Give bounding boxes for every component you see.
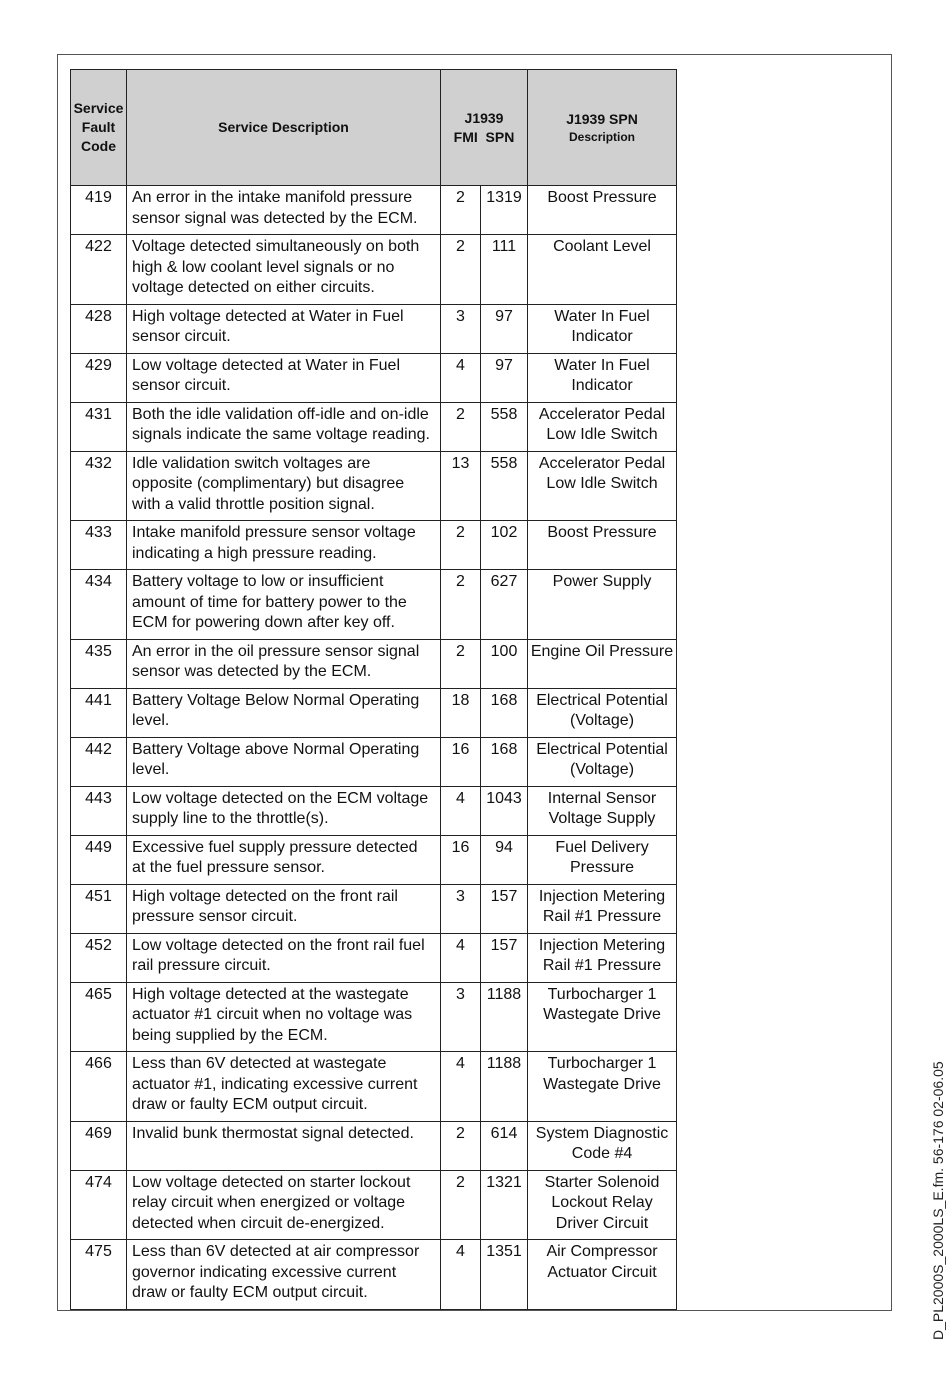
table-row xyxy=(71,639,677,688)
spn-description-cell-line: Internal Sensor xyxy=(547,789,657,807)
spn-description-cell-line: Injection Metering xyxy=(538,887,666,905)
table-row xyxy=(71,304,677,353)
spn-description-cell-line: (Voltage) xyxy=(569,712,635,729)
spn-description-cell-line: Accelerator Pedal xyxy=(538,405,666,423)
spn-description-cell-line: Indicator xyxy=(571,328,633,345)
service-description-cell-line: Intake manifold pressure sensor voltage xyxy=(132,524,416,541)
fmi-cell: 2 xyxy=(441,1121,481,1170)
fmi-cell: 2 xyxy=(441,521,481,570)
service-description-cell xyxy=(127,884,441,933)
spn-cell: 168 xyxy=(481,737,528,786)
service-description-cell xyxy=(127,1052,441,1122)
service-description-cell-line: Low voltage detected on the ECM voltage xyxy=(132,789,429,807)
fault-code-cell: 452 xyxy=(71,933,127,982)
spn-description-cell xyxy=(528,737,677,786)
service-description-cell xyxy=(127,402,441,451)
fmi-cell: 4 xyxy=(441,933,481,982)
fault-code-cell: 422 xyxy=(71,235,127,305)
service-description-cell xyxy=(127,933,441,982)
fmi-cell: 13 xyxy=(441,451,481,521)
spn-description-cell-line: (Voltage) xyxy=(569,761,635,778)
service-description-cell xyxy=(127,835,441,884)
header-j1939-fmi-spn: J1939 FMI SPN xyxy=(441,70,528,186)
service-description-cell-line: Less than 6V detected at wastegate xyxy=(132,1055,387,1072)
service-description-cell-line: high & low coolant level signals or no xyxy=(132,258,395,276)
service-description-cell xyxy=(127,521,441,570)
spn-description-cell-line: Turbocharger 1 xyxy=(547,985,657,1003)
fault-code-cell: 465 xyxy=(71,982,127,1052)
spn-cell: 157 xyxy=(481,933,528,982)
service-description-cell-line: draw or faulty ECM output circuit. xyxy=(132,1096,368,1113)
fmi-cell: 2 xyxy=(441,639,481,688)
spn-description-cell-line: Turbocharger 1 xyxy=(547,1055,657,1072)
spn-description-cell-line: Indicator xyxy=(571,377,633,394)
table-row xyxy=(71,402,677,451)
service-description-cell xyxy=(127,235,441,305)
table-row xyxy=(71,353,677,402)
spn-description-cell-line: Lockout Relay xyxy=(551,1194,653,1211)
table-row xyxy=(71,1052,677,1122)
spn-description-cell xyxy=(528,639,677,688)
spn-description-cell xyxy=(528,1170,677,1240)
spn-description-cell xyxy=(528,186,677,235)
spn-description-cell-line: Voltage Supply xyxy=(548,810,656,827)
fault-code-cell: 443 xyxy=(71,786,127,835)
service-description-cell-line: Battery Voltage above Normal Operating xyxy=(132,740,420,758)
spn-description-cell-line: Code #4 xyxy=(571,1145,633,1162)
fmi-cell: 2 xyxy=(441,186,481,235)
spn-cell: 1188 xyxy=(481,1052,528,1122)
spn-description-cell-line: Actuator Circuit xyxy=(547,1263,657,1281)
service-description-cell-line: Low voltage detected on the front rail fuel xyxy=(132,936,425,954)
spn-cell: 100 xyxy=(481,639,528,688)
spn-cell: 97 xyxy=(481,353,528,402)
table-row xyxy=(71,835,677,884)
spn-description-cell-line: Water In Fuel xyxy=(554,307,650,325)
spn-description-cell-line: Power Supply xyxy=(552,573,652,590)
fmi-cell: 3 xyxy=(441,884,481,933)
service-description-cell-line: Battery voltage to low or insufficient xyxy=(132,573,384,590)
fault-code-cell: 466 xyxy=(71,1052,127,1122)
service-description-cell-line: Idle validation switch voltages are xyxy=(132,454,371,472)
fmi-cell: 4 xyxy=(441,1240,481,1310)
service-description-cell xyxy=(127,1121,441,1170)
table-row xyxy=(71,570,677,640)
spn-description-cell xyxy=(528,1121,677,1170)
fmi-cell: 3 xyxy=(441,982,481,1052)
service-description-cell xyxy=(127,688,441,737)
spn-description-cell-line: Rail #1 Pressure xyxy=(542,908,662,925)
service-description-cell xyxy=(127,1240,441,1310)
spn-cell: 94 xyxy=(481,835,528,884)
spn-description-cell-line: Electrical Potential xyxy=(536,691,668,709)
spn-description-cell xyxy=(528,933,677,982)
fmi-cell: 2 xyxy=(441,235,481,305)
table-row xyxy=(71,737,677,786)
spn-description-cell-line: Boost Pressure xyxy=(547,524,657,541)
header-service-description: Service Description xyxy=(127,70,441,186)
service-description-cell-line: rail pressure circuit. xyxy=(132,957,271,974)
table-row xyxy=(71,235,677,305)
service-description-cell-line: Both the idle validation off-idle and on-idle xyxy=(132,405,429,423)
spn-cell: 1319 xyxy=(481,186,528,235)
spn-cell: 102 xyxy=(481,521,528,570)
spn-cell: 614 xyxy=(481,1121,528,1170)
spn-description-cell-line: Rail #1 Pressure xyxy=(542,957,662,974)
service-description-cell-line: sensor signal was detected by the ECM. xyxy=(132,209,418,227)
fmi-cell: 3 xyxy=(441,304,481,353)
service-description-cell-line: amount of time for battery power to the xyxy=(132,593,407,611)
table-row xyxy=(71,786,677,835)
table-row xyxy=(71,933,677,982)
spn-cell: 558 xyxy=(481,402,528,451)
fault-code-cell: 431 xyxy=(71,402,127,451)
service-description-cell-line: with a valid throttle position signal. xyxy=(132,495,375,513)
fmi-cell: 4 xyxy=(441,786,481,835)
service-description-cell xyxy=(127,570,441,640)
table-row xyxy=(71,521,677,570)
service-description-cell xyxy=(127,451,441,521)
spn-description-cell xyxy=(528,570,677,640)
service-description-cell-line: sensor was detected by the ECM. xyxy=(132,663,372,680)
fault-code-cell: 435 xyxy=(71,639,127,688)
spn-description-cell xyxy=(528,688,677,737)
spn-cell: 168 xyxy=(481,688,528,737)
spn-description-cell-line: Engine Oil Pressure xyxy=(530,642,674,660)
service-description-cell-line: at the fuel pressure sensor. xyxy=(132,859,325,876)
spn-description-cell-line: Boost Pressure xyxy=(547,189,657,206)
service-description-cell-line: Excessive fuel supply pressure detected xyxy=(132,838,418,856)
service-description-cell xyxy=(127,982,441,1052)
service-description-cell xyxy=(127,353,441,402)
spn-description-cell xyxy=(528,402,677,451)
spn-cell: 157 xyxy=(481,884,528,933)
service-description-cell-line: Battery Voltage Below Normal Operating xyxy=(132,691,420,709)
spn-description-cell-line: Low Idle Switch xyxy=(546,426,658,443)
service-description-cell-line: signals indicate the same voltage reading. xyxy=(132,426,430,443)
spn-description-cell-line: Water In Fuel xyxy=(554,356,650,374)
service-description-cell-line: High voltage detected on the front rail xyxy=(132,887,398,905)
service-description-cell-line: Low voltage detected at Water in Fuel xyxy=(132,356,400,374)
spn-cell: 1188 xyxy=(481,982,528,1052)
fault-code-cell: 451 xyxy=(71,884,127,933)
service-description-cell-line: actuator #1 circuit when no voltage was xyxy=(132,1006,413,1023)
service-description-cell-line: Voltage detected simultaneously on both xyxy=(132,238,420,255)
fault-code-cell: 442 xyxy=(71,737,127,786)
spn-description-cell-line: Wastegate Drive xyxy=(543,1075,661,1093)
spn-description-cell-line: System Diagnostic xyxy=(535,1124,669,1142)
table-row xyxy=(71,884,677,933)
spn-description-cell-line: Wastegate Drive xyxy=(543,1006,661,1023)
fault-code-cell: 429 xyxy=(71,353,127,402)
fmi-cell: 2 xyxy=(441,1170,481,1240)
fault-code-cell: 449 xyxy=(71,835,127,884)
spn-description-cell-line: Low Idle Switch xyxy=(546,475,658,492)
spn-description-cell-line: Driver Circuit xyxy=(555,1214,649,1232)
fault-code-cell: 475 xyxy=(71,1240,127,1310)
fault-code-cell: 441 xyxy=(71,688,127,737)
service-description-cell-line: detected when circuit de-energized. xyxy=(132,1214,385,1232)
service-description-cell-line: High voltage detected at the wastegate xyxy=(132,985,409,1003)
service-description-cell-line: actuator #1, indicating excessive current xyxy=(132,1075,418,1093)
spn-description-cell-line: Injection Metering xyxy=(538,936,666,954)
spn-description-cell xyxy=(528,786,677,835)
service-description-cell-line: governor indicating excessive current xyxy=(132,1263,397,1281)
service-description-cell-line: level. xyxy=(132,712,170,729)
table-row xyxy=(71,1240,677,1310)
service-description-cell-line: indicating a high pressure reading. xyxy=(132,544,377,562)
fault-code-cell: 432 xyxy=(71,451,127,521)
spn-description-cell-line: Starter Solenoid xyxy=(544,1173,660,1191)
header-service-fault-code: Service Fault Code xyxy=(71,70,127,186)
spn-description-cell xyxy=(528,1240,677,1310)
service-description-cell-line: draw or faulty ECM output circuit. xyxy=(132,1284,368,1301)
service-description-cell-line: sensor circuit. xyxy=(132,377,231,394)
table-header-row xyxy=(71,70,677,186)
table-row xyxy=(71,982,677,1052)
table-row xyxy=(71,451,677,521)
spn-description-cell xyxy=(528,451,677,521)
fmi-cell: 16 xyxy=(441,835,481,884)
spn-description-cell-line: Air Compressor xyxy=(546,1243,658,1260)
fmi-cell: 2 xyxy=(441,402,481,451)
table-row xyxy=(71,186,677,235)
table-row xyxy=(71,1170,677,1240)
spn-description-cell xyxy=(528,982,677,1052)
service-description-cell-line: Less than 6V detected at air compressor xyxy=(132,1243,420,1260)
fmi-cell: 2 xyxy=(441,570,481,640)
service-description-cell-line: being supplied by the ECM. xyxy=(132,1026,328,1044)
service-description-cell-line: voltage detected on either circuits. xyxy=(132,279,375,296)
fmi-cell: 16 xyxy=(441,737,481,786)
document-footer-label: D_PL2000S_2000LS_E.fm. 56-176 02-06.05 xyxy=(930,1061,946,1340)
spn-cell: 111 xyxy=(481,235,528,305)
service-description-cell-line: ECM for powering down after key off. xyxy=(132,614,395,631)
spn-description-cell-line: Fuel Delivery xyxy=(555,838,649,856)
spn-description-cell xyxy=(528,1052,677,1122)
service-description-cell xyxy=(127,786,441,835)
spn-cell: 627 xyxy=(481,570,528,640)
service-description-cell-line: Low voltage detected on starter lockout xyxy=(132,1173,411,1191)
spn-cell: 1321 xyxy=(481,1170,528,1240)
service-description-cell-line: supply line to the throttle(s). xyxy=(132,810,329,827)
service-description-cell xyxy=(127,186,441,235)
spn-cell: 1043 xyxy=(481,786,528,835)
service-description-cell-line: An error in the intake manifold pressure xyxy=(132,189,413,206)
fmi-cell: 18 xyxy=(441,688,481,737)
fault-rows xyxy=(71,186,677,1310)
spn-cell: 97 xyxy=(481,304,528,353)
fault-code-cell: 428 xyxy=(71,304,127,353)
fmi-cell: 4 xyxy=(441,353,481,402)
fault-code-cell: 469 xyxy=(71,1121,127,1170)
table-row xyxy=(71,688,677,737)
spn-description-cell xyxy=(528,304,677,353)
service-description-cell xyxy=(127,304,441,353)
service-description-cell xyxy=(127,737,441,786)
header-j1939-spn-description: J1939 SPN Description xyxy=(528,70,677,186)
service-description-cell-line: sensor circuit. xyxy=(132,328,231,345)
spn-description-cell xyxy=(528,353,677,402)
service-description-cell-line: pressure sensor circuit. xyxy=(132,908,298,925)
service-description-cell-line: High voltage detected at Water in Fuel xyxy=(132,307,404,325)
fault-code-cell: 434 xyxy=(71,570,127,640)
fault-code-cell: 474 xyxy=(71,1170,127,1240)
fault-code-cell: 433 xyxy=(71,521,127,570)
fmi-cell: 4 xyxy=(441,1052,481,1122)
service-description-cell xyxy=(127,1170,441,1240)
service-description-cell-line: Invalid bunk thermostat signal detected. xyxy=(132,1124,414,1142)
fault-code-cell: 419 xyxy=(71,186,127,235)
fault-code-table xyxy=(70,69,677,1310)
service-description-cell xyxy=(127,639,441,688)
spn-description-cell-line: Pressure xyxy=(570,859,635,876)
service-description-cell-line: relay circuit when energized or voltage xyxy=(132,1194,406,1211)
spn-description-cell xyxy=(528,835,677,884)
table-row xyxy=(71,1121,677,1170)
spn-cell: 1351 xyxy=(481,1240,528,1310)
spn-description-cell xyxy=(528,235,677,305)
service-description-cell-line: opposite (complimentary) but disagree xyxy=(132,475,405,492)
spn-description-cell-line: Electrical Potential xyxy=(536,740,668,758)
spn-cell: 558 xyxy=(481,451,528,521)
service-description-cell-line: An error in the oil pressure sensor signal xyxy=(132,642,420,660)
service-description-cell-line: level. xyxy=(132,761,170,778)
spn-description-cell xyxy=(528,521,677,570)
spn-description-cell-line: Accelerator Pedal xyxy=(538,454,666,472)
spn-description-cell-line: Coolant Level xyxy=(553,238,651,255)
spn-description-cell xyxy=(528,884,677,933)
